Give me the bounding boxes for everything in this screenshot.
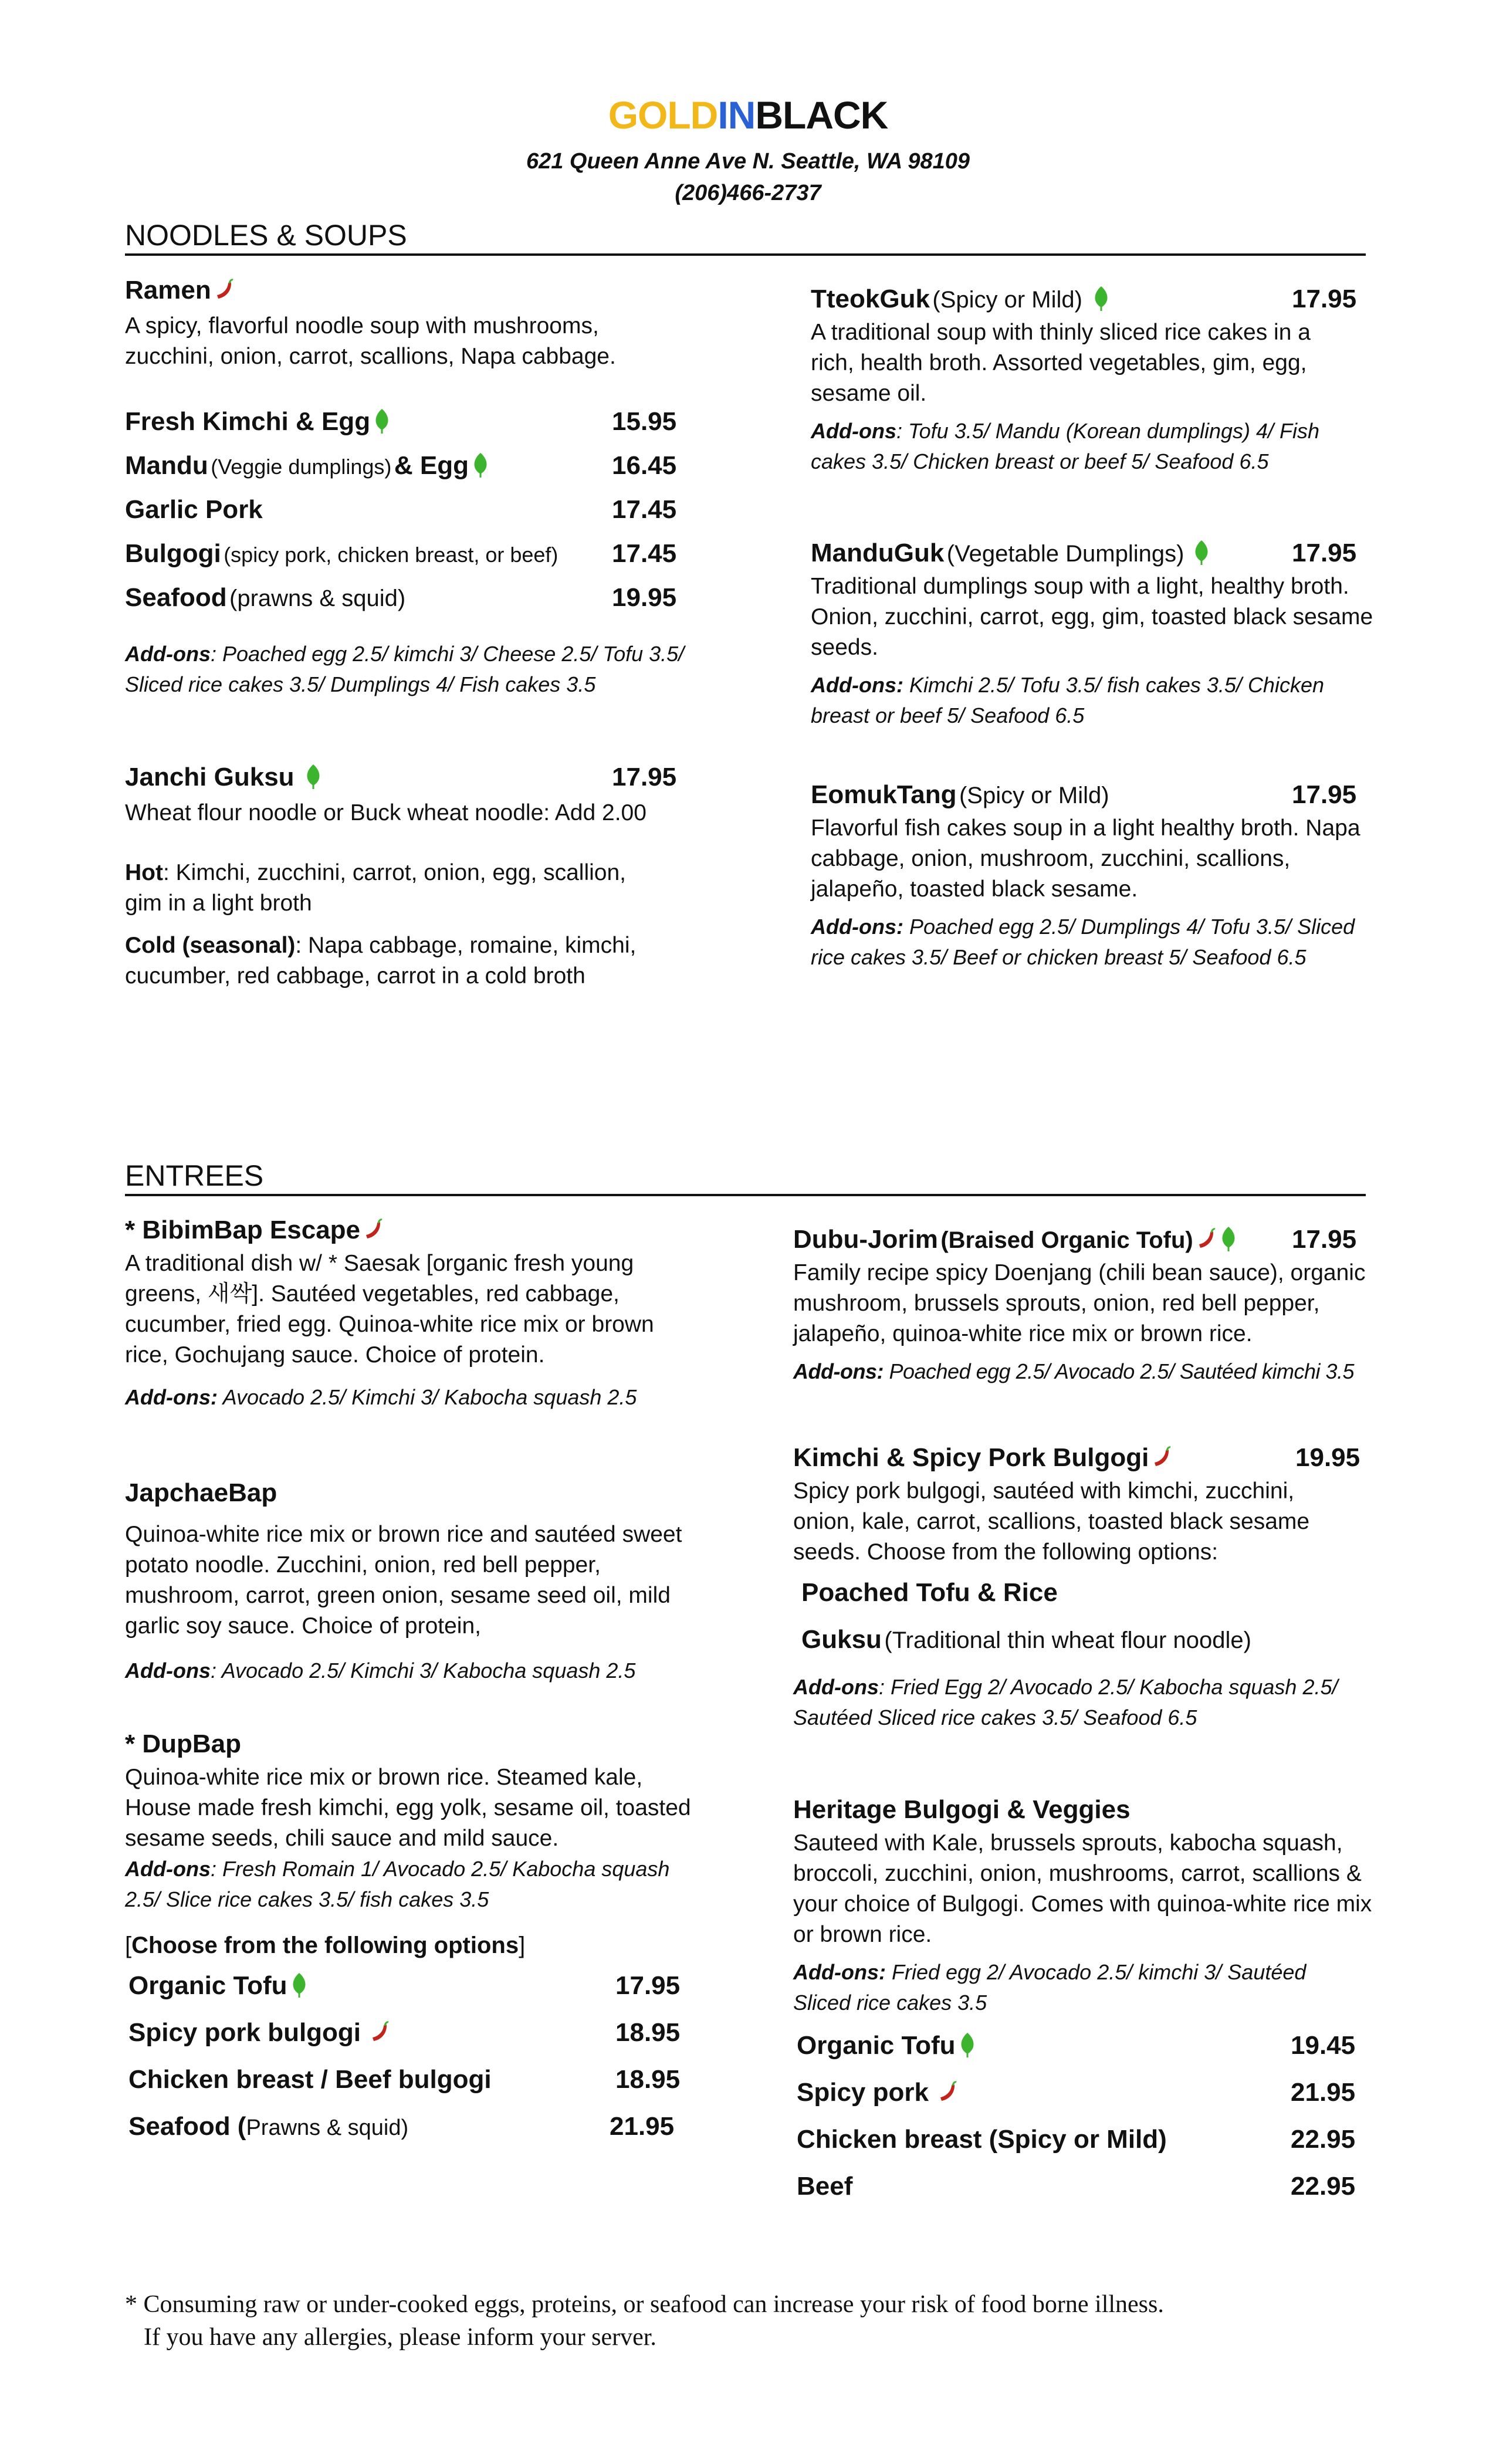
bibimbap-section	[125, 1216, 770, 1413]
addons-text: Kimchi 2.5/ Tofu 3.5/ fish cakes 3.5/ Chicken breast or beef 5/ Seafood 6.5	[811, 673, 1324, 727]
phone: (206)466-2737	[675, 181, 821, 205]
menu-item-row	[125, 2112, 770, 2159]
menu-item-row	[793, 1225, 1374, 1258]
addons-text: : Poached egg 2.5/ kimchi 3/ Cheese 2.5/ Tofu 3.5/ Sliced rice cakes 3.5/ Dumplings 4/ Fish cakes 3.5	[125, 642, 685, 696]
dupbap-description: Quinoa-white rice mix or brown rice. Steamed kale, House made fresh kimchi, egg yolk, sesame oil, toasted sesame seeds, chili sauce and mild sauce.	[125, 1765, 691, 1851]
addons-text: : Fresh Romain 1/ Avocado 2.5/ Kabocha squash 2.5/ Slice rice cakes 3.5/ fish cakes 3.5	[125, 1857, 670, 1911]
menu-item-row	[125, 583, 770, 627]
chili-icon	[1151, 1446, 1172, 1470]
menu-item-row	[793, 1443, 1374, 1476]
addons-label: Add-ons:	[125, 1385, 218, 1409]
item-price: 17.45	[612, 495, 677, 524]
item-name: Heritage Bulgogi & Veggies	[793, 1795, 1131, 1824]
item-price: 18.95	[615, 2065, 681, 2094]
addons-label: Add-ons	[793, 1675, 879, 1699]
addons-label: Add-ons	[125, 1857, 211, 1881]
dupbap-section	[125, 1729, 770, 2159]
kimchi-pork-addons	[793, 1672, 1374, 1733]
menu-item-row	[811, 285, 1374, 317]
item-price: 16.45	[612, 451, 677, 480]
item-subtitle: Prawns & squid)	[246, 2116, 409, 2140]
leaf-icon	[958, 2032, 977, 2057]
logo-gold: GOLD	[608, 93, 718, 137]
japchae-addons	[125, 1656, 770, 1686]
ramen-addons	[125, 639, 688, 700]
section-title-entrees: ENTREES	[125, 1159, 264, 1192]
choose-options	[125, 1932, 770, 1971]
dubu-section	[793, 1225, 1374, 1387]
menu-item-row	[125, 451, 770, 495]
choose-open: [	[125, 1932, 132, 1958]
item-name: Organic Tofu	[797, 2031, 956, 2060]
eomuk-section	[811, 780, 1374, 973]
menu-item-row	[793, 2031, 1374, 2078]
leaf-icon	[471, 452, 490, 478]
menu-item-row	[125, 2018, 770, 2065]
addons-text: : Tofu 3.5/ Mandu (Korean dumplings) 4/ Fish cakes 3.5/ Chicken breast or beef 5/ Seafood 6.5	[811, 419, 1320, 473]
item-price: 21.95	[610, 2112, 675, 2141]
leaf-icon	[373, 408, 391, 434]
item-price: 17.95	[615, 1971, 681, 2000]
item-price: 15.95	[612, 407, 677, 436]
japchae-section	[125, 1478, 770, 1686]
heritage-addons	[793, 1957, 1356, 2018]
addons-label: Add-ons	[125, 1659, 211, 1683]
option-tofu-rice: Poached Tofu & Rice	[801, 1578, 1058, 1607]
item-name: Janchi Guksu	[125, 763, 295, 791]
footer-allergy-note: If you have any allergies, please inform your server.	[144, 2324, 656, 2351]
mandu-description: Traditional dumplings soup with a light, healthy broth. Onion, zucchini, carrot, egg, gim, toasted black sesame seeds.	[811, 574, 1373, 660]
eomuk-addons	[811, 912, 1374, 973]
logo-black: BLACK	[755, 93, 888, 137]
janchi-cold	[125, 930, 676, 991]
addons-text: Avocado 2.5/ Kimchi 3/ Kabocha squash 2.5	[217, 1385, 637, 1409]
janchi-description: Wheat flour noodle or Buck wheat noodle: Add 2.00	[125, 800, 647, 825]
chili-icon	[937, 2081, 958, 2104]
item-price: 17.95	[1292, 780, 1357, 809]
heritage-description: Sauteed with Kale, brussels sprouts, kabocha squash, broccoli, zucchini, onion, mushrooms, carrot, scallions & your choice of Bulgogi. Comes with quinoa-white rice mix or brown rice.	[793, 1830, 1372, 1947]
menu-item-row	[811, 539, 1374, 571]
tteok-section	[811, 285, 1374, 477]
addons-label: Add-ons:	[811, 915, 903, 939]
dubu-description: Family recipe spicy Doenjang (chili bean sauce), organic mushroom, brussels sprouts, onion, red bell pepper, jalapeño, quinoa-white rice mix or brown rice.	[793, 1260, 1366, 1346]
heritage-section	[793, 1795, 1374, 2219]
addons-label: Add-ons	[125, 642, 211, 666]
menu-item-row	[125, 539, 770, 583]
item-price: 19.45	[1291, 2031, 1356, 2060]
cold-text: : Napa cabbage, romaine, kimchi, cucumber, red cabbage, carrot in a cold broth	[125, 933, 637, 989]
addons-label: Add-ons:	[793, 1960, 886, 1984]
item-price: 17.95	[612, 763, 677, 791]
ramen-description: A spicy, flavorful noodle soup with mushrooms, zucchini, onion, carrot, scallions, Napa cabbage.	[125, 313, 616, 369]
item-name: * BibimBap Escape	[125, 1216, 361, 1244]
item-name: Chicken breast (Spicy or Mild)	[797, 2125, 1167, 2154]
kimchi-pork-description: Spicy pork bulgogi, sautéed with kimchi, zucchini, onion, kale, carrot, scallions, toasted black sesame seeds. Choose from the following options:	[793, 1478, 1310, 1565]
item-subtitle: (prawns & squid)	[229, 585, 406, 611]
item-name: Fresh Kimchi & Egg	[125, 407, 371, 436]
choose-label: Choose from the following options	[131, 1932, 519, 1958]
item-name-tail: & Egg	[394, 451, 469, 480]
item-name: ManduGuk	[811, 539, 945, 567]
tteok-addons	[811, 416, 1362, 477]
menu-item-row	[793, 2078, 1374, 2125]
item-price: 21.95	[1291, 2078, 1356, 2107]
section-divider	[125, 1194, 1366, 1196]
japchae-description: Quinoa-white rice mix or brown rice and sautéed sweet potato noodle. Zucchini, onion, red bell pepper, mushroom, carrot, green onion, sesame seed oil, mild garlic soy sauce. Choice of protein,	[125, 1522, 682, 1639]
addons-text: Poached egg 2.5/ Dumplings 4/ Tofu 3.5/ Sliced rice cakes 3.5/ Beef or chicken breast 5/ Seafood 6.5	[811, 915, 1355, 969]
leaf-icon	[290, 1972, 309, 1998]
option-guksu	[801, 1625, 1374, 1672]
item-name: Spicy pork	[797, 2078, 929, 2107]
addons-text: : Avocado 2.5/ Kimchi 3/ Kabocha squash 2.5	[210, 1659, 636, 1683]
menu-item-row	[125, 1971, 770, 2018]
kimchi-pork-section	[793, 1443, 1374, 1733]
ramen-name: Ramen	[125, 276, 211, 304]
address: 621 Queen Anne Ave N. Seattle, WA 98109	[526, 149, 970, 174]
item-price: 19.95	[1295, 1443, 1360, 1472]
item-price: 17.95	[1292, 1225, 1357, 1254]
hot-label: Hot	[125, 860, 163, 885]
item-subtitle: (Spicy or Mild)	[932, 287, 1082, 313]
item-price: 18.95	[615, 2018, 681, 2047]
menu-item-row	[125, 763, 770, 798]
option-subtitle: (Traditional thin wheat flour noodle)	[884, 1627, 1251, 1653]
item-name: Bulgogi	[125, 539, 221, 568]
leaf-icon	[1092, 285, 1111, 311]
menu-item-row	[125, 407, 770, 451]
item-name: Kimchi & Spicy Pork Bulgogi	[793, 1443, 1149, 1472]
chili-icon	[363, 1219, 384, 1242]
dubu-addons	[793, 1356, 1374, 1387]
logo-in-accent: IN	[717, 93, 756, 137]
chili-icon	[1196, 1228, 1217, 1251]
janchi-hot	[125, 858, 653, 919]
addons-label: Add-ons:	[793, 1359, 884, 1383]
menu-item-row	[811, 780, 1374, 813]
item-name: Dubu-Jorim	[793, 1225, 938, 1254]
menu-item-row	[793, 2172, 1374, 2219]
tteok-description: A traditional soup with thinly sliced rice cakes in a rich, health broth. Assorted vegetables, gim, egg, sesame oil.	[811, 320, 1311, 406]
addons-label: Add-ons	[811, 419, 896, 443]
option-name: Guksu	[801, 1625, 882, 1654]
addons-text: Poached egg 2.5/ Avocado 2.5/ Sautéed kimchi 3.5	[883, 1359, 1355, 1383]
leaf-icon	[1192, 539, 1211, 565]
restaurant-logo	[0, 93, 1496, 137]
item-price: 22.95	[1291, 2172, 1356, 2201]
menu-item-row	[125, 495, 770, 539]
eomuk-description: Flavorful fish cakes soup in a light healthy broth. Napa cabbage, onion, mushroom, zucchini, scallions, jalapeño, toasted black sesame.	[811, 815, 1360, 902]
item-name: TteokGuk	[811, 285, 930, 313]
bibimbap-description: A traditional dish w/ * Saesak [organic fresh young greens, 새싹]. Sautéed vegetables, red cabbage, cucumber, fried egg. Quinoa-white rice mix or brown rice, Gochujang sauce. Choice of protein.	[125, 1251, 654, 1368]
ramen-section	[125, 276, 770, 700]
cold-label: Cold (seasonal)	[125, 933, 296, 958]
item-price: 17.95	[1292, 285, 1357, 313]
leaf-icon	[1219, 1226, 1238, 1251]
item-price: 17.95	[1292, 539, 1357, 567]
item-subtitle: (Braised Organic Tofu)	[940, 1227, 1193, 1253]
addons-label: Add-ons:	[811, 673, 903, 697]
menu-item-row	[125, 2065, 770, 2112]
mandu-addons	[811, 670, 1374, 731]
item-price: 22.95	[1291, 2125, 1356, 2154]
addons-text: Fried egg 2/ Avocado 2.5/ kimchi 3/ Sautéed Sliced rice cakes 3.5	[793, 1960, 1307, 2015]
mandu-section	[811, 539, 1374, 731]
janchi-section	[125, 763, 770, 991]
item-name: Chicken breast / Beef bulgogi	[128, 2065, 492, 2094]
item-subtitle: (spicy pork, chicken breast, or beef)	[224, 543, 559, 567]
item-subtitle: (Spicy or Mild)	[959, 783, 1109, 808]
item-name: Seafood	[125, 583, 227, 612]
item-name: JapchaeBap	[125, 1478, 277, 1507]
item-name: EomukTang	[811, 780, 957, 809]
bibimbap-addons	[125, 1382, 770, 1413]
item-price: 17.45	[612, 539, 677, 568]
choose-close: ]	[519, 1932, 526, 1958]
item-name: Mandu	[125, 451, 208, 480]
section-title-noodles: NOODLES & SOUPS	[125, 219, 407, 252]
menu-item-row	[793, 2125, 1374, 2172]
item-name: Seafood (	[128, 2112, 246, 2141]
item-name: Spicy pork bulgogi	[128, 2018, 361, 2047]
hot-text: : Kimchi, zucchini, carrot, onion, egg, scallion, gim in a light broth	[125, 860, 627, 916]
chili-icon	[214, 279, 235, 302]
item-subtitle: (Veggie dumplings)	[211, 455, 392, 479]
dupbap-addons	[125, 1854, 688, 1915]
footer-disclaimer: * Consuming raw or under-cooked eggs, proteins, or seafood can increase your risk of food borne illness.	[125, 2291, 1164, 2318]
item-name: Garlic Pork	[125, 495, 263, 524]
leaf-icon	[304, 763, 323, 789]
item-name: * DupBap	[125, 1729, 241, 1758]
section-divider	[125, 253, 1366, 256]
item-subtitle: (Vegetable Dumplings)	[946, 541, 1184, 567]
chili-icon	[369, 2021, 390, 2045]
addons-text: : Fried Egg 2/ Avocado 2.5/ Kabocha squash 2.5/ Sautéed Sliced rice cakes 3.5/ Seafood 6.5	[793, 1675, 1338, 1729]
item-name: Organic Tofu	[128, 1971, 287, 2000]
item-price: 19.95	[612, 583, 677, 612]
item-name: Beef	[797, 2172, 853, 2201]
